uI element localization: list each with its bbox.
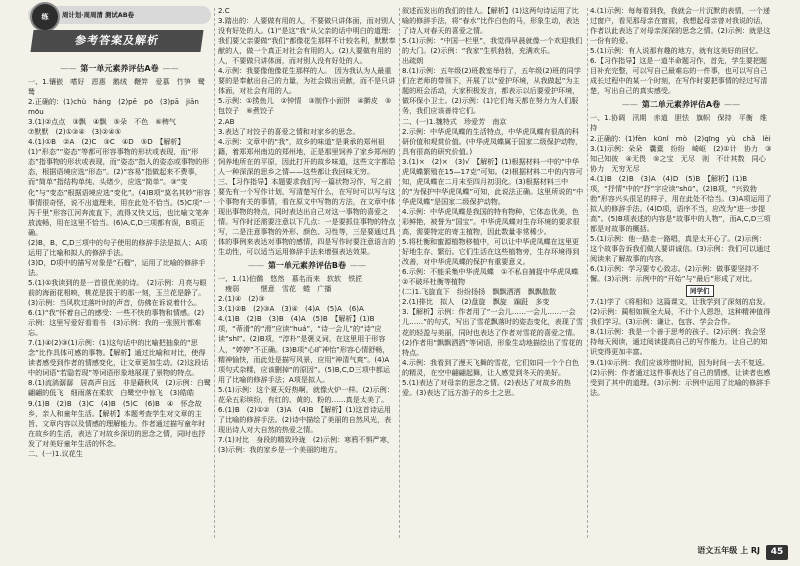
section-title: —— 第一单元素养评估A卷 —— <box>28 62 211 75</box>
page-number: 45 <box>766 545 788 560</box>
answer-paragraph: 7.(1)对比 身段的精致玲珑 (2)示例：寒鸦不惧严寒，(3)示例：我的家乡是一个美丽的地方。 <box>218 434 394 454</box>
answer-paragraph: 4.(1)①B ②A (2)C ③C ④D ⑤D 【解析】 <box>28 137 185 147</box>
answer-paragraph: 8.(1)示例：五年级(2)班教室举行了，五年级(2)班的同学们在老师的带领下，开展了以“爱护环境，从我做起”为主题的班会活动，大家积极发言，都表示以后要爱护环境，做环保小卫士。(2)示例：(1)它们每天都在努力为人们服务，我们应该善待它们。 <box>402 66 581 116</box>
page-title: 参考答案及解析 <box>30 30 203 52</box>
answer-paragraph: 6.(1)B (2)①② (3)A (4)B 【解析】(1)这首诗运用了比喻的修辞手法。(2)诗中描绘了美丽的自然风光，表现出诗人对大自然的热爱之情。 <box>218 404 392 434</box>
answer-paragraph: 3.【解析】示例：作者用了“一会儿……一会儿……一会儿……”的句式，写出了雪花飘落时的姿态变化，表现了雪花的轻盈与美丽，同时也表达了作者对雪花的喜爱之情。(2)作者用“飘飘洒洒”等词语，形象生动地描绘出了雪花的特点。 <box>402 307 584 357</box>
answer-paragraph: ⑦默默 (2)①③④ (3)②④⑤ <box>28 127 121 137</box>
column-2 <box>218 6 396 544</box>
answer-paragraph: 二、(一)1.议花生 <box>28 448 83 458</box>
answer-paragraph: 2.AB <box>218 116 235 126</box>
answer-paragraph: (3)D，D项中的描写对象是“石榴”，运用了比喻的修辞手法。 <box>28 257 206 277</box>
answer-paragraph: 三、【习作指导】本题要求我们写一篇状物习作，写之前要先有一个写作计划，写清楚写什么，在写时可以写与这个事物有关的事情，看在原文中写物的方法，在文章中体现出事物的特点，同时表达出自己对这一事物的喜爱之情。写作时还需要注意以下几点：一是要抓住事物的特点写，二是注意事物的外形、颜色、习性等，三是要通过具体的事例来表达对事物的感情，四是写作时要注意语言的生动性，可以适当运用修辞手法来增强表达效果。 <box>218 176 396 257</box>
column-4 <box>590 6 772 544</box>
answer-paragraph: 2.(1)④ (2)③ <box>218 294 265 304</box>
answer-paragraph: 7.(1)④(2)③(1)示例：(1)这句话中的比喻把抽象的“思念”比作具体可感的事物。【解析】通过比喻和对比，使得读者感受到作者的情感变化，让文章更加生动。(2)这段话中的词语“若隐若现”等词语形象地展现了景物的特点。 <box>28 338 209 378</box>
answer-paragraph: 叙述而发出的我们的佳人。【解析】(1)这两句诗运用了比喻的修辞手法，将“春水”比作白色的马，形象生动，表达了诗人对春天的喜爱之情。 <box>402 6 580 36</box>
answer-paragraph: 4.(1)B (2)B (3)A (4)D (5)B 【解析】(1)B项，“抒情”中的“抒”字应读“shū”。(2)B项，“兴致勃勃”形容兴头很足的样子，用在此处不恰当。(3)A项运用了拟人的修辞手法。(4)D项，语序不当，应改为“进一步提高”。(5)B项表述的内容是“故事中的人物”，而A,C,D三项都是对故事的概括。 <box>590 173 772 233</box>
answer-paragraph: 5.(1)示例：“中国一栏里”，我觉得早晨就像一个欢迎我们的大门。(2)示例：“我家”生机勃勃，充满欢乐。 <box>402 36 583 56</box>
answer-paragraph: 4.示例：我要像他像花生那样的人。 因为我认为人最重要的是奉献出自己的力量，为社会做出贡献，而不是只讲体面，对社会有用的人。 <box>218 66 396 96</box>
answer-paragraph: 6.示例：不能采集中华虎凤蝶 ①不私自捕捉中华虎凤蝶 ②不破坏杜衡等植物 <box>402 267 586 287</box>
answer-paragraph: 6.(1)“我”怀着自己的感受：一些不快的事物和情感。(2)示例：这里写爱好看看书 (3)示例：我的一张照片都难忘。 <box>28 308 205 338</box>
section-title: —— 第二单元素养评估A卷 —— <box>590 98 772 111</box>
answer-paragraph: 5.将杜衡和蜜源植物移植中，可以让中华虎凤蝶在这里更好地生存、繁衍。它们生活在这些植物旁，生存环境得到改善，对中华虎凤蝶的保护有重要意义。 <box>402 237 580 267</box>
answer-paragraph: 6.(1)示例：学习要专心致志。(2)示例：做事要坚持不懈。(3)示例：示例中的“开始”与“最后”形成了对比。 <box>590 264 759 284</box>
column-body <box>28 62 211 459</box>
section-title: —— 第一单元素养评估B卷 —— <box>218 259 396 272</box>
answer-paragraph: 一、1.镶嵌 嗜好 恩惠 鹅绒 鞭笄 爱慕 竹笋 鹭鸶 <box>28 77 206 97</box>
peer-tag: 同学们 <box>686 285 714 297</box>
answer-paragraph: 瘦弱 惬意 雪花 蜷 广播 <box>218 284 332 294</box>
answer-paragraph: 一、1.(1)伯鹡 悠然 慕名而来 软软 铁匠 <box>218 274 363 284</box>
answer-paragraph: 6.【习作指导】这是一道半命题习作，首先，学生要把题目补充完整，可以写自己最难忘的一件事，也可以写自己成长过程中的某一个时刻，在写作时要把事情的经过写清楚，写出自己的真实感受。 <box>590 56 768 96</box>
column-divider <box>399 8 400 538</box>
answer-paragraph: 3.表达了对饺子的喜爱之情和对家乡的思念。 <box>218 126 360 136</box>
answer-paragraph: 4.示例：我看到了漫天飞舞的雪花，它们如同一个个白色的精灵，在空中翩翩起舞，让人感觉到冬天的美好。 <box>402 357 580 377</box>
footer-label: 语文五年级 上 RJ <box>697 546 760 555</box>
answer-paragraph: 7.(1)学了《将相和》这篇课文，让我学到了深刻的启发。(2)示例：蔺相如顾全大局，不计个人恩怨，这种精神值得我们学习。(3)示例：谦让、包容、学会合作。 <box>590 297 771 327</box>
answer-paragraph: 2.示例：中华虎凤蝶的生活特点，中华虎凤蝶有很高的科研价值和观赏价值。(中华虎凤蝶属于国家二级保护动物，具有很高的研究价值。) <box>402 126 583 156</box>
answer-paragraph: 2.正确的：(1)chù háng (2)pē pō (3)pā jiān mōu <box>28 97 206 117</box>
answer-paragraph: (1)“形态”“姿态”等都可形容事物的形状或表现，而“形态”指事物的形状或表现，而“姿态”指人的姿态或事物的形态，根据语境应选“形态”。(2)“容易”指做起来不费事，而“简单”指结构单纯、头绪少，应选“简单”。③“变化”与“变态”根据语境应选“变化”。(4)B项“莫名其妙”形容事情很奇怪，说不出道理来，用在此处不恰当。(5)C项“一泻千里”形容江河奔流直下，流得又快又远，也比喻文笔奔放流畅，用在这里不恰当。(6)A,C,D三项都有误，B项正确。 <box>28 147 211 237</box>
answer-paragraph: 2.正确的：(1)fèn kūnl mò (2)qīng yù chǎ lèi <box>590 133 771 143</box>
answer-paragraph: 3.(1)示例：朵朵 囊橐 纷纷 崎岖 (2)①计 协力 ③知己知彼 ④无畏 ⑤之宝 无尽 则 不计其数 同心协力 无穷无尽 <box>590 143 772 173</box>
answer-paragraph: 5.(1)示例：有人说那有趣的地方，就有这美好的回忆。 <box>590 46 763 56</box>
answer-paragraph: 8.(1)流淌潺潺 居高声自远 非是藉秋风 (2)示例：白鹭翩翩的低飞 细雨落在柔软 白鹭空中惊飞 (3)皓皓 <box>28 378 211 398</box>
answer-paragraph: 3.(1)②B (2)③A (3)④ (4)A (5)A (6)A <box>218 304 364 314</box>
column-body <box>590 6 772 398</box>
answer-paragraph: 9.(1)B (2)B (3)C (4)B (5)C (6)B ④ 怀念故乡，亲人和童年生活。【解析】本题考查学生对文章的主旨、文章内容以及情感的理解能力。作者通过描写童年时在故乡的生活，表达了对故乡深切的思念之情，同时也抒发了对美好童年生活的怀念。 <box>28 398 206 448</box>
answer-paragraph: 5.(1)示例：这个夏天好热啊，就像火炉一样。(2)示例：花朵五彩缤纷，有红的、黄的、粉的……真是太美了。 <box>218 384 394 404</box>
column-body <box>218 6 396 455</box>
answer-paragraph: 一、1.协调 汛期 赤道 胆怯 旗帜 保持 平衡 维持 <box>590 113 768 133</box>
column-divider <box>214 8 215 538</box>
answer-paragraph: (二)1.飞旋直下 纷纷扬扬 飘飘洒洒 飘飘散散 <box>402 287 557 297</box>
answer-paragraph: 3.(1)②点点 ③飘 ④飘 ⑤朵 不色 ⑥稗气 <box>28 117 176 127</box>
answer-paragraph: 4.示例：中华虎凤蝶是我国的特有物种，它体态优美，色彩鲜艳，被誉为“国宝”。中华虎凤蝶对生存环境的要求很高，需要特定的寄主植物，因此数量非常稀少。 <box>402 206 580 237</box>
answer-paragraph: 2.C <box>218 6 230 15</box>
answer-paragraph: 9.(1)①示例：我们应该珍惜时间，因为时间一去不复返。(2)示例：作者通过这件事表达了自己的情感，让读者也感受到了其中的道理。(3)示例：示例中运用了比喻的修辞手法。 <box>590 357 771 397</box>
answer-paragraph: 二、(一)1.魏特式 珍爱芳 南京 <box>402 116 507 126</box>
column-divider <box>587 8 588 538</box>
column-1 <box>28 6 211 544</box>
answer-paragraph: 5.示例：①捞鱼儿 ②钟情 ③制作小面饼 ④擀皮 ⑤包饺子 ⑥煮饺子 <box>218 96 392 116</box>
answer-paragraph: 5.(1)示例：他一路走一路唱，真是太开心了。(2)示例：这个故事告诉我们做人要讲诚信。(3)示例：我们可以通过阅读来了解故事的内容。 <box>590 233 771 264</box>
answer-paragraph: 4.示例：文章中的“我”，故乡的味道”是秉承的郑州祖籍，着郑郑州南边的郑州地，正是那里饲养了家乡郑州的饲养地所在的平原，因此打开的故乡味道，这些文字都给人一种深深的思乡之情——这些都让我回味无穷。 <box>218 136 396 176</box>
answer-paragraph: 8.(1)示例：我是一个善于思考的孩子。(2)示例：我会坚持每天阅读，通过阅读提高自己的写作能力，让自己的知识变得更加丰富。 <box>590 327 768 357</box>
answer-paragraph: 出疏朗 <box>402 56 424 66</box>
logo-badge <box>30 2 60 32</box>
column-body <box>402 6 584 398</box>
column-3 <box>402 6 584 544</box>
brand-text: 周计划·周周清 测试AB卷 <box>62 11 134 19</box>
answer-paragraph: 5.(1)①我读到的是一首很优美的诗。 (2)示例：月亮与眼前的海面花相映，桃花是拔于的那一刻，玉兰花是静了。 (3)示例：当风吹过落叶时的声音，仿佛在诉说着什么。 <box>28 277 209 308</box>
answer-paragraph: 3.踏出的：人要做有用的人，不要做只讲体面，而对别人没有好处的人。(1)“是这”我“从父亲的话中明白的道理：我们要父亲要做“我们”都像花生那样不计较名利，默默奉献的人，做一个真正对社会有用的人。(2)人要做有用的人，不要做只讲体面，而对别人没有好处的人。 <box>218 16 396 66</box>
logo-text: 练 <box>41 13 49 21</box>
answer-paragraph: 3.(1)× (2)× (3)√ 【解析】(1)根据材料一中的“中华虎凤蝶繁殖在15—17克”可知。(2)根据材料二中的内容可知，虎凤蝶在二月末至四月初羽化。(3)根据材料三中的“为保护中华虎凤蝶”可知，此说法正确。这里所说的“中华虎凤蝶”是国家二级保护动物。 <box>402 156 584 206</box>
answer-paragraph: (2)B，B、C,D三项中的句子使用的修辞手法是拟人；A项运用了比喻和拟人的修辞手法。 <box>28 237 208 257</box>
answer-paragraph: 2.(1)排比 拟人 (2)盘旋 飘旋 蹁跹 多变 <box>402 297 550 307</box>
page-banner <box>28 6 211 58</box>
answer-paragraph: 5.(1)表达了对母亲的思念之情。(2)表达了对故乡的热爱。(3)表达了远方游子的乡土之思。 <box>402 377 571 397</box>
answer-paragraph: 4.(1)B (2)B (3)B (4)A (5)B 【解析】(1)B项，“蒂滑”的“滑”应读“huá”，“诗一会儿”的“诗”应读“shī”。(2)B项，“淳朴”是褒义词，在这里用于形容人，“婷婷”不正确。(3)B项“心旷神怡”形容心情舒畅，精神愉快，而此处是描写风景，应用“神清气爽”。(4)A项句式杂糅，应该删掉“的原因”。(5)B,C,D三项中都运用了比喻的修辞手法；A项是拟人。 <box>218 314 390 384</box>
answer-paragraph: 4.(1)示例：每每看到我，我就会一片沉默的表情，一个递过窗户，看见那母亲在窗前，我想起母亲曾对我说的话，作者以此表达了对母亲深深的思念之情。(2)示例：就是这一份有的爱。 <box>590 6 771 46</box>
